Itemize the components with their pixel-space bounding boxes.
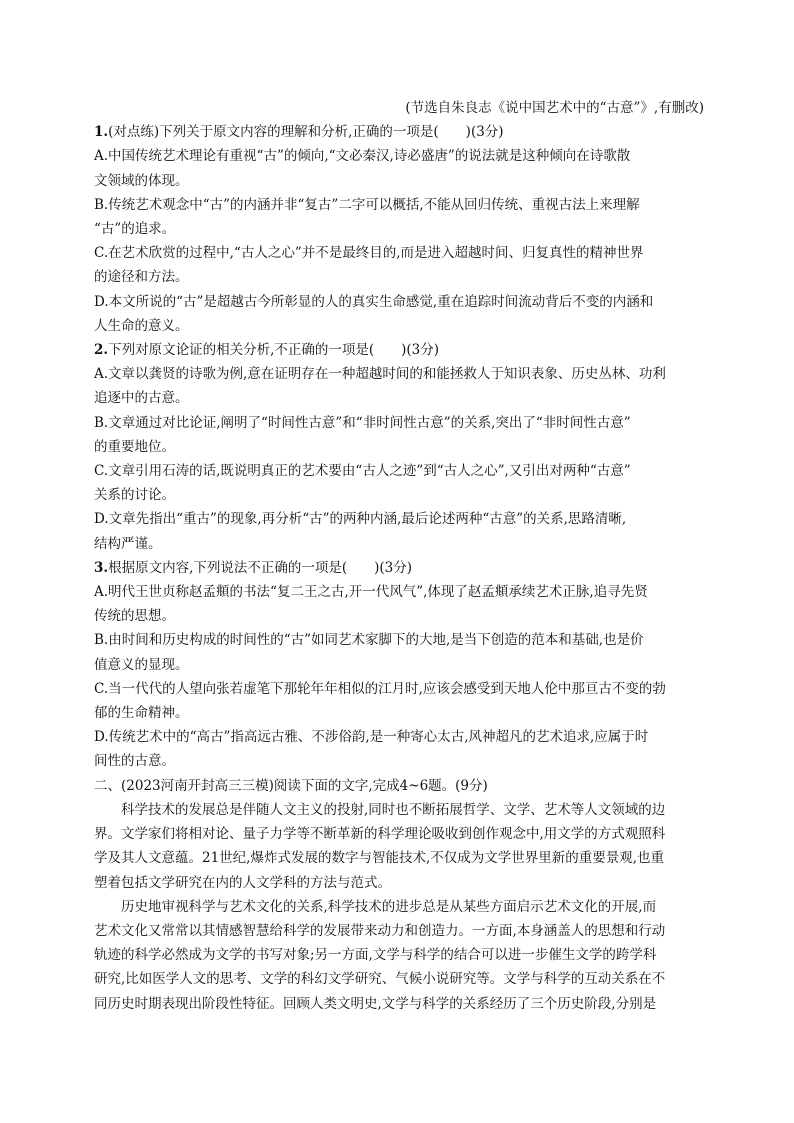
option-line: D.本文所说的“古”是超越古今所彰显的人的真实生命感觉,重在追踪时间流动背后不变的内涵和 bbox=[94, 293, 654, 310]
source-citation: (节选自朱良志《说中国艺术中的“古意”》,有删改) bbox=[405, 100, 704, 116]
section-2 bbox=[94, 774, 704, 1016]
option-line: B.文章通过对比论证,阐明了“时间性古意”和“非时间性古意”的关系,突出了“非时间性古意” bbox=[94, 414, 631, 431]
option-line: C.文章引用石涛的话,既说明真正的艺术要由“古人之迹”到“古人之心”,又引出对两种“古意” bbox=[94, 463, 631, 480]
question-number: 3. bbox=[94, 559, 109, 576]
option-line: 文领域的体现。 bbox=[94, 172, 189, 189]
document-page bbox=[94, 96, 704, 1016]
question-number: 2. bbox=[94, 342, 109, 359]
question-stem-text: 根据原文内容,下列说法不正确的一项是( )(3分) bbox=[108, 559, 413, 576]
paragraph-line: 历史地审视科学与艺术文化的关系,科学技术的进步总是从某些方面启示艺术文化的开展,而 bbox=[121, 898, 657, 915]
option-line: 的重要地位。 bbox=[94, 438, 175, 455]
paragraph-line: 同历史时期表现出阶段性特征。回顾人类文明史,文学与科学的关系经历了三个历史阶段,分别是 bbox=[94, 995, 657, 1012]
section-heading: 二、(2023河南开封高三三模)阅读下面的文字,完成4~6题。(9分) bbox=[94, 777, 488, 794]
question-stem-text: (对点练)下列关于原文内容的理解和分析,正确的一项是( )(3分) bbox=[108, 124, 504, 141]
option-line: D.文章先指出“重古”的现象,再分析“古”的两种内涵,最后论述两种“古意”的关系,思路清晰, bbox=[94, 511, 627, 528]
option-line: 传统的思想。 bbox=[94, 608, 175, 625]
option-line: B.由时间和历史构成的时间性的“古”如同艺术家脚下的大地,是当下创造的范本和基础,也是价 bbox=[94, 632, 644, 649]
option-line: 关系的讨论。 bbox=[94, 487, 175, 504]
option-line: C.在艺术欣赏的过程中,“古人之心”并不是最终目的,而是进入超越时间、归复真性的精神世界 bbox=[94, 245, 644, 262]
option-line: B.传统艺术观念中“古”的内涵并非“复古”二字可以概括,不能从回归传统、重视古法上来理解 bbox=[94, 196, 640, 213]
option-line: 人生命的意义。 bbox=[94, 317, 189, 334]
question-stem-text: 下列对原文论证的相关分析,不正确的一项是( )(3分) bbox=[108, 342, 440, 359]
option-line: A.明代王世贞称赵孟頫的书法“复二王之古,开一代风气”,体现了赵孟頫承续艺术正脉,追寻先贤 bbox=[94, 584, 648, 601]
option-line: A.中国传统艺术理论有重视“古”的倾向,“文必秦汉,诗必盛唐”的说法就是这种倾向在诗歌散 bbox=[94, 148, 631, 165]
paragraph bbox=[94, 798, 704, 895]
question-number: 1. bbox=[94, 124, 109, 141]
question-3-stem bbox=[94, 556, 704, 580]
question-2 bbox=[94, 338, 704, 556]
option-line: 间性的古意。 bbox=[94, 753, 175, 770]
question-2-stem bbox=[94, 338, 704, 362]
paragraph-line: 学及其人文意蕴。21世纪,爆炸式发展的数字与智能技术,不仅成为文学世界里新的重要景观,也重 bbox=[94, 850, 665, 867]
option-line: 郁的生命精神。 bbox=[94, 705, 189, 722]
question-1-stem bbox=[94, 120, 704, 144]
option-line: 结构严谨。 bbox=[94, 535, 162, 552]
option-line: “古”的追求。 bbox=[94, 221, 176, 238]
question-3 bbox=[94, 556, 704, 774]
option-line: C.当一代代的人望向张若虚笔下那轮年年相似的江月时,应该会感受到天地人伦中那亘古不变的勃 bbox=[94, 680, 666, 697]
option-line: D.传统艺术中的“高古”指高远古雅、不涉俗韵,是一种寄心太古,风神超凡的艺术追求,应属于时 bbox=[94, 729, 649, 746]
option-line: 值意义的显现。 bbox=[94, 656, 189, 673]
paragraph-line: 研究,比如医学人文的思考、文学的科幻文学研究、气候小说研究等。文学与科学的互动关系在不 bbox=[94, 971, 666, 988]
option-line: A.文章以龚贤的诗歌为例,意在证明存在一种超越时间的和能拯救人于知识表象、历史丛林、功利 bbox=[94, 366, 666, 383]
paragraph-line: 塑着包括文学研究在内的人文学科的方法与范式。 bbox=[94, 874, 391, 891]
paragraph bbox=[94, 895, 704, 1016]
paragraph-line: 艺术文化又常常以其情感智慧给科学的发展带来动力和创造力。一方面,本身涵盖人的思想和行动 bbox=[94, 922, 666, 939]
paragraph-line: 科学技术的发展总是伴随人文主义的投射,同时也不断拓展哲学、文学、艺术等人文领域的边 bbox=[121, 801, 666, 818]
question-1 bbox=[94, 120, 704, 338]
paragraph-line: 界。文学家们将相对论、量子力学等不断革新的科学理论吸收到创作观念中,用文学的方式观照科 bbox=[94, 826, 666, 843]
option-line: 的途径和方法。 bbox=[94, 269, 189, 286]
option-line: 追逐中的古意。 bbox=[94, 390, 189, 407]
paragraph-line: 轨迹的科学必然成为文学的书写对象;另一方面,文学与科学的结合可以进一步催生文学的跨学科 bbox=[94, 947, 657, 964]
